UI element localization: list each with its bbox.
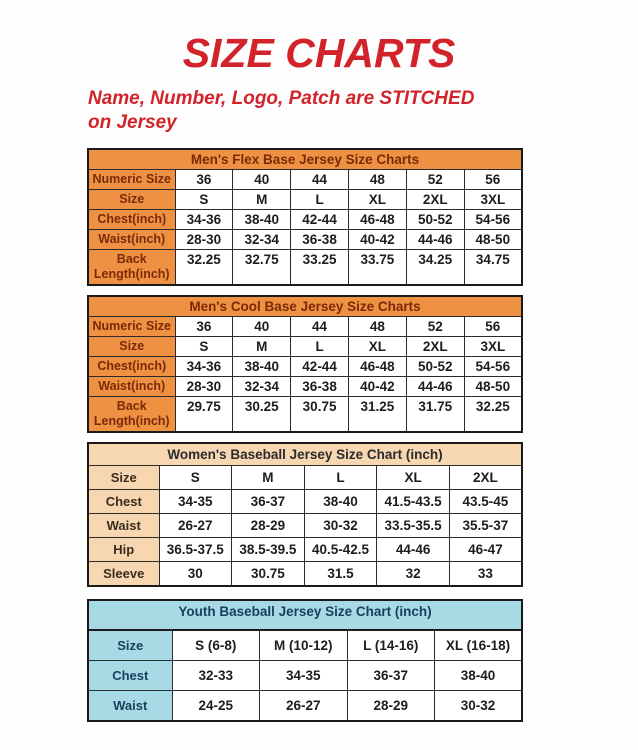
cell-value: 44 bbox=[291, 317, 349, 337]
mens-cool-base-table-title: Men's Cool Base Jersey Size Charts bbox=[88, 296, 522, 317]
cell-value: M (10-12) bbox=[260, 630, 348, 661]
cell-value: 48 bbox=[348, 170, 406, 190]
cell-value: 34-35 bbox=[260, 661, 348, 691]
cell-value: 32.75 bbox=[233, 250, 291, 286]
cell-value: 30.75 bbox=[232, 562, 305, 587]
row-label: Hip bbox=[88, 538, 159, 562]
table-row bbox=[88, 250, 522, 286]
cell-value: 38-40 bbox=[233, 210, 291, 230]
cell-value: 34.25 bbox=[406, 250, 464, 286]
row-label: Size bbox=[88, 466, 159, 490]
tables-section bbox=[87, 148, 638, 722]
cell-value: 56 bbox=[464, 317, 522, 337]
cell-value: 29.75 bbox=[175, 397, 233, 433]
table-row bbox=[88, 317, 522, 337]
row-label: Chest(inch) bbox=[88, 210, 175, 230]
cell-value: 50-52 bbox=[406, 210, 464, 230]
cell-value: 44 bbox=[291, 170, 349, 190]
cell-value: 38-40 bbox=[435, 661, 523, 691]
cell-value: 28-29 bbox=[232, 514, 305, 538]
cell-value: 52 bbox=[406, 170, 464, 190]
cell-value: 48-50 bbox=[464, 230, 522, 250]
cell-value: 24-25 bbox=[172, 691, 260, 722]
mens-flex-base-table-title: Men's Flex Base Jersey Size Charts bbox=[88, 149, 522, 170]
cell-value: 40-42 bbox=[348, 377, 406, 397]
row-label: Chest bbox=[88, 490, 159, 514]
table-row bbox=[88, 170, 522, 190]
table-row bbox=[88, 230, 522, 250]
cell-value: 30.25 bbox=[233, 397, 291, 433]
cell-value: 54-56 bbox=[464, 210, 522, 230]
cell-value: L bbox=[291, 337, 349, 357]
table-row bbox=[88, 337, 522, 357]
table-row bbox=[88, 466, 522, 490]
cell-value: 48 bbox=[348, 317, 406, 337]
cell-value: 40 bbox=[233, 317, 291, 337]
subtitle-line-1: Name, Number, Logo, Patch are STITCHED bbox=[88, 88, 475, 109]
cell-value: 32 bbox=[377, 562, 450, 587]
cell-value: 36-37 bbox=[232, 490, 305, 514]
cell-value: 30.75 bbox=[291, 397, 349, 433]
cell-value: 48-50 bbox=[464, 377, 522, 397]
table-row bbox=[88, 190, 522, 210]
cell-value: 50-52 bbox=[406, 357, 464, 377]
cell-value: 46-48 bbox=[348, 210, 406, 230]
row-label: Waist bbox=[88, 514, 159, 538]
row-label: Chest bbox=[88, 661, 172, 691]
cell-value: 46-48 bbox=[348, 357, 406, 377]
table-title-row bbox=[88, 149, 522, 170]
cell-value: 28-30 bbox=[175, 230, 233, 250]
cell-value: M bbox=[232, 466, 305, 490]
cell-value: S bbox=[175, 337, 233, 357]
cell-value: 32.25 bbox=[464, 397, 522, 433]
youth-baseball-table bbox=[87, 599, 523, 722]
table-row bbox=[88, 210, 522, 230]
youth-baseball-table-title: Youth Baseball Jersey Size Chart (inch) bbox=[88, 600, 522, 630]
mens-cool-base-table bbox=[87, 295, 523, 433]
cell-value: XL (16-18) bbox=[435, 630, 523, 661]
womens-baseball-table-title: Women's Baseball Jersey Size Chart (inch) bbox=[88, 443, 522, 466]
cell-value: 32-34 bbox=[233, 230, 291, 250]
cell-value: 26-27 bbox=[159, 514, 232, 538]
table-row bbox=[88, 630, 522, 661]
cell-value: 36-37 bbox=[347, 661, 435, 691]
cell-value: 33.25 bbox=[291, 250, 349, 286]
row-label: Back Length(inch) bbox=[88, 397, 175, 433]
cell-value: 30-32 bbox=[304, 514, 377, 538]
cell-value: 28-30 bbox=[175, 377, 233, 397]
cell-value: 54-56 bbox=[464, 357, 522, 377]
cell-value: 31.75 bbox=[406, 397, 464, 433]
table-row bbox=[88, 691, 522, 722]
cell-value: 52 bbox=[406, 317, 464, 337]
table-row bbox=[88, 397, 522, 433]
row-label: Chest(inch) bbox=[88, 357, 175, 377]
row-label: Waist(inch) bbox=[88, 377, 175, 397]
cell-value: 2XL bbox=[449, 466, 522, 490]
cell-value: 32-33 bbox=[172, 661, 260, 691]
row-label: Back Length(inch) bbox=[88, 250, 175, 286]
cell-value: 2XL bbox=[406, 190, 464, 210]
cell-value: 41.5-43.5 bbox=[377, 490, 450, 514]
cell-value: 40.5-42.5 bbox=[304, 538, 377, 562]
cell-value: M bbox=[233, 337, 291, 357]
cell-value: 44-46 bbox=[406, 377, 464, 397]
row-label: Numeric Size bbox=[88, 170, 175, 190]
cell-value: 36.5-37.5 bbox=[159, 538, 232, 562]
row-label: Sleeve bbox=[88, 562, 159, 587]
table-row bbox=[88, 490, 522, 514]
cell-value: 2XL bbox=[406, 337, 464, 357]
table-title-row bbox=[88, 296, 522, 317]
subtitle-line-2: on Jersey bbox=[88, 112, 177, 133]
cell-value: 44-46 bbox=[406, 230, 464, 250]
cell-value: 32-34 bbox=[233, 377, 291, 397]
table-row bbox=[88, 538, 522, 562]
row-label: Size bbox=[88, 630, 172, 661]
table-row bbox=[88, 357, 522, 377]
row-label: Waist bbox=[88, 691, 172, 722]
cell-value: M bbox=[233, 190, 291, 210]
cell-value: XL bbox=[348, 190, 406, 210]
table-row bbox=[88, 562, 522, 587]
cell-value: 3XL bbox=[464, 337, 522, 357]
cell-value: 34-36 bbox=[175, 210, 233, 230]
page-subtitle bbox=[88, 87, 558, 135]
cell-value: 42-44 bbox=[291, 210, 349, 230]
cell-value: L (14-16) bbox=[347, 630, 435, 661]
cell-value: 30-32 bbox=[435, 691, 523, 722]
cell-value: 32.25 bbox=[175, 250, 233, 286]
cell-value: 31.5 bbox=[304, 562, 377, 587]
mens-flex-base-table bbox=[87, 148, 523, 286]
cell-value: 31.25 bbox=[348, 397, 406, 433]
table-row bbox=[88, 377, 522, 397]
cell-value: 30 bbox=[159, 562, 232, 587]
cell-value: 33.75 bbox=[348, 250, 406, 286]
cell-value: 38.5-39.5 bbox=[232, 538, 305, 562]
cell-value: S bbox=[175, 190, 233, 210]
table-row bbox=[88, 514, 522, 538]
cell-value: L bbox=[304, 466, 377, 490]
cell-value: 56 bbox=[464, 170, 522, 190]
cell-value: 33 bbox=[449, 562, 522, 587]
cell-value: 34-36 bbox=[175, 357, 233, 377]
cell-value: 40-42 bbox=[348, 230, 406, 250]
cell-value: 46-47 bbox=[449, 538, 522, 562]
table-title-row bbox=[88, 600, 522, 630]
cell-value: 35.5-37 bbox=[449, 514, 522, 538]
table-title-row bbox=[88, 443, 522, 466]
cell-value: 33.5-35.5 bbox=[377, 514, 450, 538]
row-label: Waist(inch) bbox=[88, 230, 175, 250]
cell-value: 34-35 bbox=[159, 490, 232, 514]
cell-value: 44-46 bbox=[377, 538, 450, 562]
cell-value: 36 bbox=[175, 317, 233, 337]
row-label: Size bbox=[88, 190, 175, 210]
cell-value: 38-40 bbox=[233, 357, 291, 377]
cell-value: 26-27 bbox=[260, 691, 348, 722]
cell-value: 3XL bbox=[464, 190, 522, 210]
table-row bbox=[88, 661, 522, 691]
cell-value: S bbox=[159, 466, 232, 490]
cell-value: XL bbox=[377, 466, 450, 490]
cell-value: XL bbox=[348, 337, 406, 357]
row-label: Numeric Size bbox=[88, 317, 175, 337]
cell-value: 40 bbox=[233, 170, 291, 190]
cell-value: S (6-8) bbox=[172, 630, 260, 661]
row-label: Size bbox=[88, 337, 175, 357]
cell-value: L bbox=[291, 190, 349, 210]
cell-value: 36 bbox=[175, 170, 233, 190]
cell-value: 28-29 bbox=[347, 691, 435, 722]
page-title: SIZE CHARTS bbox=[182, 30, 456, 76]
womens-baseball-table bbox=[87, 442, 523, 587]
cell-value: 36-38 bbox=[291, 230, 349, 250]
cell-value: 36-38 bbox=[291, 377, 349, 397]
cell-value: 42-44 bbox=[291, 357, 349, 377]
cell-value: 38-40 bbox=[304, 490, 377, 514]
cell-value: 43.5-45 bbox=[449, 490, 522, 514]
cell-value: 34.75 bbox=[464, 250, 522, 286]
